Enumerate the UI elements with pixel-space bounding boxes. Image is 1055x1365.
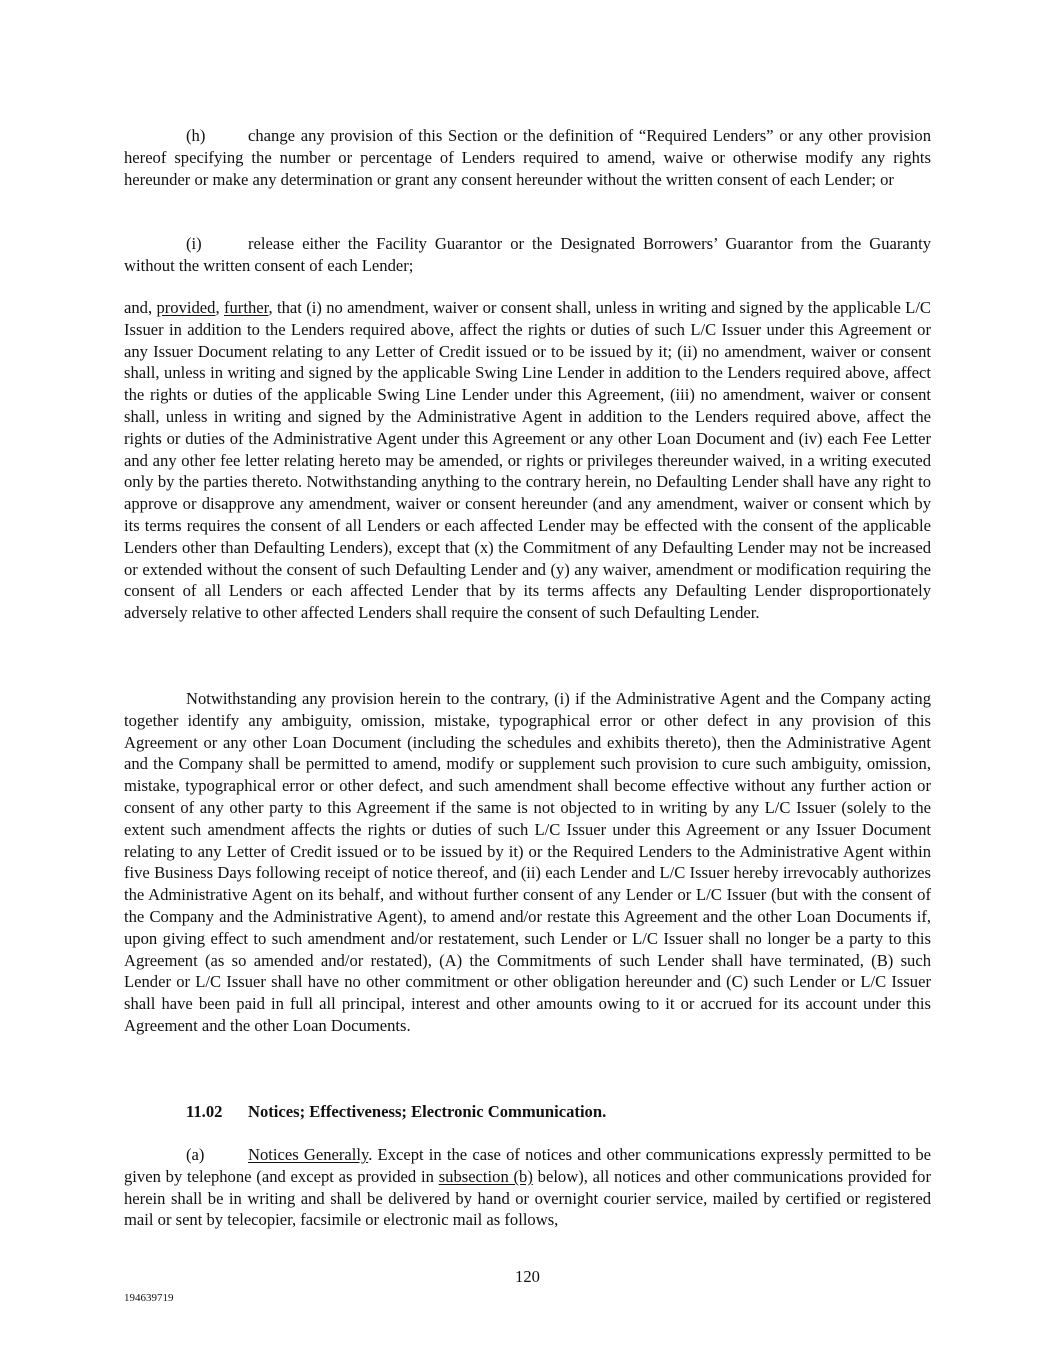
page-number: 120 bbox=[515, 1267, 540, 1286]
document-id: 194639719 bbox=[124, 1292, 174, 1304]
clause-h-label: (h) bbox=[186, 126, 206, 145]
clause-h bbox=[124, 125, 931, 190]
proviso-paragraph bbox=[124, 297, 931, 624]
clause-a-heading: Notices Generally bbox=[248, 1145, 369, 1164]
clause-a-text-1: . Except in the case of notices and other communications expressly permitted to be given by telephone (and except as provided in bbox=[124, 1145, 931, 1186]
clause-a-label: (a) bbox=[186, 1145, 205, 1164]
proviso-comma: , bbox=[215, 298, 224, 317]
clause-a-text-2: below), all notices and other communications provided for herein shall be in writing and shall be delivered by hand or overnight courier service, mailed by certified or registered mail or sent by telecopier, facsimile or electronic mail as follows, bbox=[124, 1166, 931, 1230]
section-number: 11.02 bbox=[186, 1102, 223, 1121]
section-heading bbox=[186, 1101, 606, 1123]
clause-i-label: (i) bbox=[186, 234, 202, 253]
clause-i bbox=[124, 233, 931, 277]
clause-i-text: release either the Facility Guarantor or the Designated Borrowers’ Guarantor from the Guaranty without the written consent of each Lender; bbox=[124, 234, 931, 275]
clause-a bbox=[124, 1144, 931, 1231]
proviso-text: , that (i) no amendment, waiver or consent shall, unless in writing and signed by the applicable L/C Issuer in addition to the Lenders required above, affect the rights or duties of such L/C Issuer under this Agreement or any Issuer Document relating to any Letter of Credit issued or to be issued by it; (ii) no amendment, waiver or consent shall, unless in writing and signed by the applicable Swing Line Lender in addition to the Lenders required above, affect the rights or duties of the applicable Swing Line Lender under this Agreement, (iii) no amendment, waiver or consent shall, unless in writing and signed by the Administrative Agent in addition to the Lenders required above, affect the rights or duties of the Administrative Agent under this Agreement or any other Loan Document and (iv) each Fee Letter and any other fee letter relating hereto may be amended, or rights or privileges thereunder waived, in a writing executed only by the parties thereto. Notwithstanding anything to the contrary herein, no Defaulting Lender shall have any right to approve or disapprove any amendment, waiver or consent hereunder (and any amendment, waiver or consent which by its terms requires the consent of all Lenders or each affected Lender may be effected with the consent of the applicable Lenders other than Defaulting Lenders), except that (x) the Commitment of any Defaulting Lender may not be increased or extended without the consent of such Defaulting Lender and (y) any waiver, amendment or modification requiring the consent of all Lenders or each affected Lender that by its terms affects any Defaulting Lender disproportionately adversely relative to other affected Lenders shall require the consent of such Defaulting Lender. bbox=[124, 298, 931, 623]
proviso-provided: provided bbox=[156, 298, 216, 317]
proviso-lead: and, bbox=[124, 298, 157, 317]
notwithstanding-text: Notwithstanding any provision herein to the contrary, (i) if the Administrative Agent and the Company acting together identify any ambiguity, omission, mistake, typographical error or other defect in any provision of this Agreement or any other Loan Document (including the schedules and exhibits thereto), then the Administrative Agent and the Company shall be permitted to amend, modify or supplement such provision to cure such ambiguity, omission, mistake, typographical error or other defect, and such amendment shall become effective without any further action or consent of any other party to this Agreement if the same is not objected to in writing by any L/C Issuer (solely to the extent such amendment affects the rights or duties of such L/C Issuer under this Agreement or any Issuer Document relating to any Letter of Credit issued or to be issued by it) or the Required Lenders to the Administrative Agent within five Business Days following receipt of notice thereof, and (ii) each Lender and L/C Issuer hereby irrevocably authorizes the Administrative Agent on its behalf, and without further consent of any Lender or L/C Issuer (but with the consent of the Company and the Administrative Agent), to amend and/or restate this Agreement and the other Loan Documents if, upon giving effect to such amendment and/or restatement, such Lender or L/C Issuer shall no longer be a party to this Agreement (as so amended and/or restated), (A) the Commitments of such Lender shall have terminated, (B) such Lender or L/C Issuer shall have no other commitment or other obligation hereunder and (C) such Lender or L/C Issuer shall have been paid in full all principal, interest and other amounts owing to it or accrued for its account under this Agreement and the other Loan Documents. bbox=[124, 689, 931, 1035]
clause-h-text: change any provision of this Section or the definition of “Required Lenders” or any other provision hereof specifying the number or percentage of Lenders required to amend, waive or otherwise modify any rights hereunder or make any determination or grant any consent hereunder without the written consent of each Lender; or bbox=[124, 126, 931, 189]
notwithstanding-paragraph bbox=[124, 688, 931, 1037]
subsection-b-reference: subsection (b) bbox=[438, 1166, 533, 1186]
section-title: Notices; Effectiveness; Electronic Communication. bbox=[248, 1102, 607, 1121]
proviso-further: further bbox=[223, 298, 269, 317]
